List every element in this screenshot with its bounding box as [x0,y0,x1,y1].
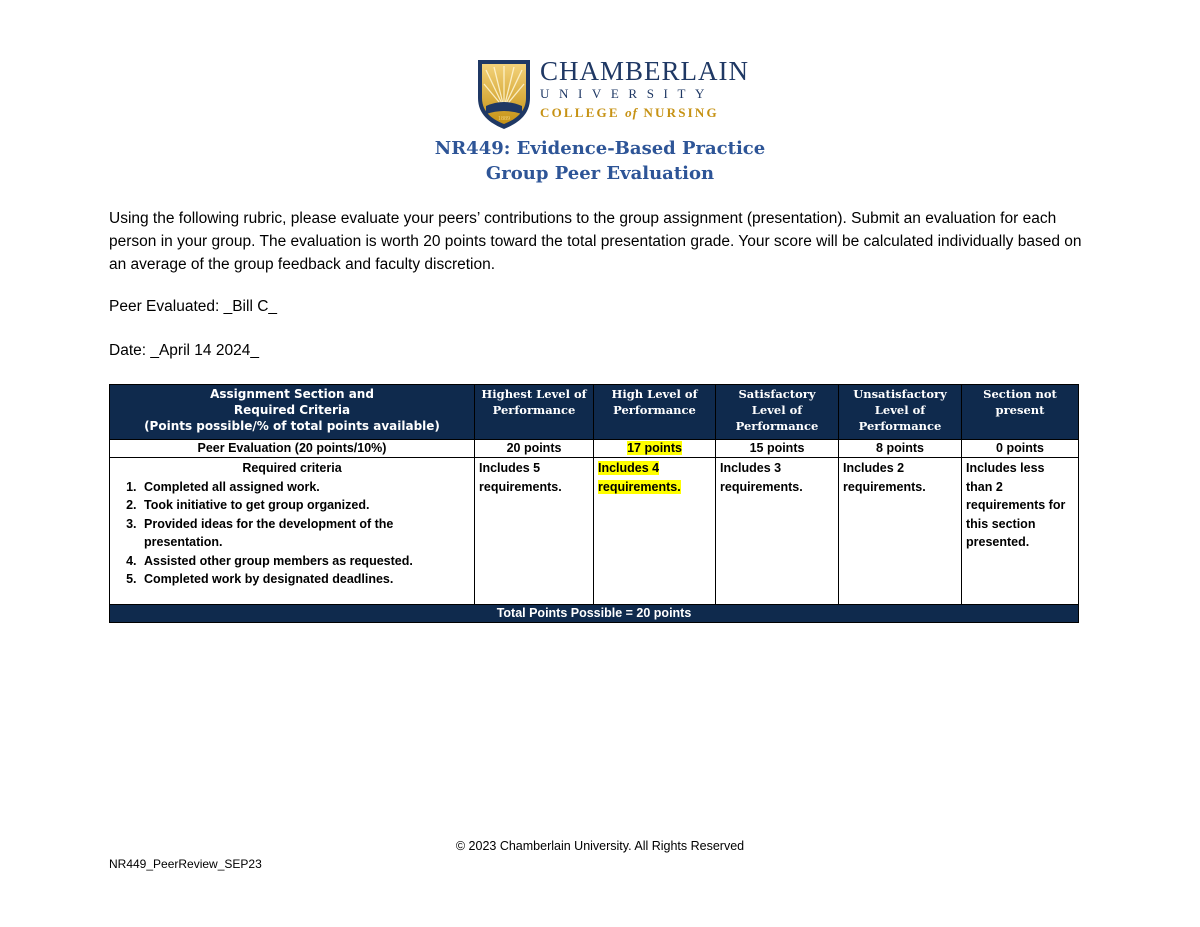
criteria-item: 4. Assisted other group members as requested. [140,552,470,571]
points-not-present: 0 points [962,440,1079,458]
rubric-criteria-row [110,458,1079,605]
points-section-label: Peer Evaluation (20 points/10%) [110,440,475,458]
rubric-table [109,384,1079,623]
document-code: NR449_PeerReview_SEP23 [109,857,262,871]
rubric-header-row [110,385,1079,440]
criteria-item: 3. Provided ideas for the development of the presentation. [140,515,470,552]
copyright-footer: © 2023 Chamberlain University. All Rights Reserved [455,839,745,853]
criteria-item: 2. Took initiative to get group organized. [140,496,470,515]
evaluation-date: Date: _April 14 2024_ [109,342,259,359]
intro-paragraph: Using the following rubric, please evaluate your peers’ contributions to the group assignment (presentation). Submit an evaluation for each person in your group. The evaluation is worth 20 points toward the total presentation grade. Your score will be calculated individually based on an average of the group feedback and faculty discretion. [109,210,1082,273]
points-high [594,440,716,458]
criteria-title: Required criteria [242,461,342,475]
shield-year: 1889 [498,116,510,122]
criteria-cell [110,458,475,605]
description-highest: Includes 5 requirements. [475,458,594,605]
description-satisfactory: Includes 3 requirements. [716,458,839,605]
header-unsatisfactory-level: Unsatisfactory Level of Performance [839,385,962,440]
rubric-points-row [110,440,1079,458]
logo-name: CHAMBERLAIN [540,56,750,86]
description-not-present: Includes less than 2 requirements for this section presented. [962,458,1079,605]
header-satisfactory-level: Satisfactory Level of Performance [716,385,839,440]
university-shield-icon [476,58,532,130]
points-satisfactory: 15 points [716,440,839,458]
rubric-total-row [110,605,1079,623]
header-high-level: High Level of Performance [594,385,716,440]
document-title: Group Peer Evaluation [485,163,715,184]
total-points: Total Points Possible = 20 points [110,605,1079,623]
header-section-not-present: Section not present [962,385,1079,440]
points-highest: 20 points [475,440,594,458]
points-high-highlight: 17 points [627,441,682,455]
header-assignment-section: Assignment Section and Required Criteria (Points possible/% of total points available) [110,385,475,440]
description-high [594,458,716,605]
description-unsatisfactory: Includes 2 requirements. [839,458,962,605]
points-unsatisfactory: 8 points [839,440,962,458]
header-highest-level: Highest Level of Performance [475,385,594,440]
logo-college: COLLEGE of NURSING [540,105,719,120]
peer-evaluated: Peer Evaluated: _Bill C_ [109,298,278,315]
description-high-highlight: Includes 4 requirements. [598,461,681,494]
course-title: NR449: Evidence-Based Practice [434,138,766,159]
chamberlain-logo [476,58,749,130]
logo-university: UNIVERSITY [540,86,714,101]
criteria-list [114,478,470,589]
criteria-item: 5. Completed work by designated deadlines. [140,570,470,589]
criteria-item: 1. Completed all assigned work. [140,478,470,497]
